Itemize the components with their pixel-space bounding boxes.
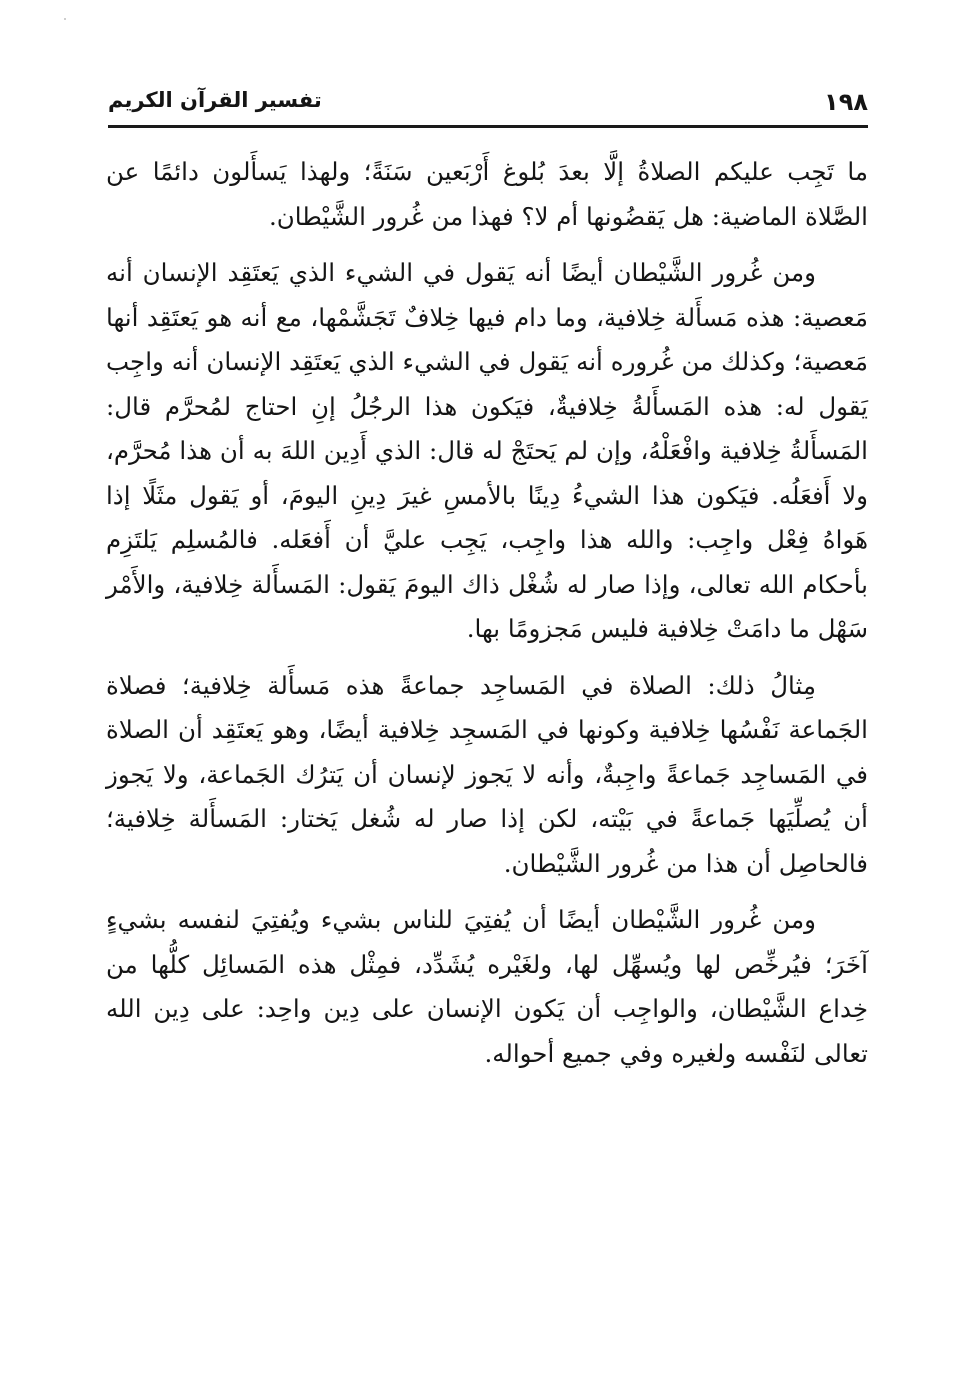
paragraph-1: ما تَجِب عليكم الصلاةُ إلَّا بعدَ بُلوغ أَرْبَعين سَنَةً؛ ولهذا يَسأَلون دائمًا عن الصَّلاة الماضية: هل يَقضُونها أم لا؟ فهذا من غُرور الشَّيْطان. xyxy=(106,157,868,231)
paragraph-2: ومن غُرور الشَّيْطان أيضًا أنه يَقول في الشيء الذي يَعتَقِد الإنسان أنه مَعصية: هذه مَسأَلة خِلافية، وما دام فيها خِلافٌ تَجَشَّمْها، مع أنه هو يَعتَقِد أنها مَعصية؛ وكذلك من غُروره أنه يَقول في الشيء الذي يَعتَقِد الإنسان أنه واجِب يَقول له: هذه المَسأَلةُ خِلافيةٌ، فيَكون هذا الرجُلُ إنِ احتاج لمُحرَّم قال: المَسأَلةُ خِلافية وافْعَلْهُ، وإن لم يَحتَجْ له قال: الذي أَدِين اللهَ به أن هذا مُحرَّم، ولا أَفعَلُه. فيَكون هذا الشيءُ دِينًا بالأمسِ غيرَ دِينِ اليومَ، أو يَقول مثَلًا إذا هَواهُ فِعْل واجِب: والله هذا واجِب، يَجِب عليَّ أن أَفعَله. فالمُسلِم يَلتَزِم بأحكام الله تعالى، وإذا صار له شُغْل ذاك اليومَ يَقول: المَسأَلة خِلافية، والأَمْر سَهْل ما دامَتْ خِلافية فليس مَجزومًا بها. xyxy=(106,258,868,643)
page-header xyxy=(108,84,868,128)
scan-speck xyxy=(64,18,66,20)
page-body xyxy=(106,150,868,1076)
book-title: تفسير القرآن الكريم xyxy=(108,88,322,112)
paragraph-3: مِثالُ ذلك: الصلاة في المَساجِد جماعةً هذه مَسأَلة خِلافية؛ فصلاة الجَماعة نَفْسُها خِلافية وكونها في المَسجِد خِلافية أيضًا، وهو يَعتَقِد أن الصلاة في المَساجِد جَماعةً واجِبةٌ، وأنه لا يَجوز لإنسان أن يَترُك الجَماعة، ولا يَجوز أن يُصلِّيَها جَماعةً في بَيْته، لكن إذا صار له شُغل يَختار: المَسأَلة خِلافية؛ فالحاصِل أن هذا من غُرور الشَّيْطان. xyxy=(106,670,868,878)
page-number: ١٩٨ xyxy=(824,88,868,116)
paragraph-4: ومن غُرور الشَّيْطان أيضًا أن يُفتِيَ للناس بشيء ويُفتِيَ لنفسه بشيءٍ آخَرَ؛ فيُرخِّص لها ويُسهِّل لها، ولغَيْره يُشَدِّد، فمِثْل هذه المَسائِل كلُّها من خِداع الشَّيْطان، والواجِب أن يَكون الإنسان على دِين واحِد: على دِين الله تعالى لنَفْسه ولغيره وفي جميع أحواله. xyxy=(106,905,868,1068)
header-rule xyxy=(108,125,868,128)
